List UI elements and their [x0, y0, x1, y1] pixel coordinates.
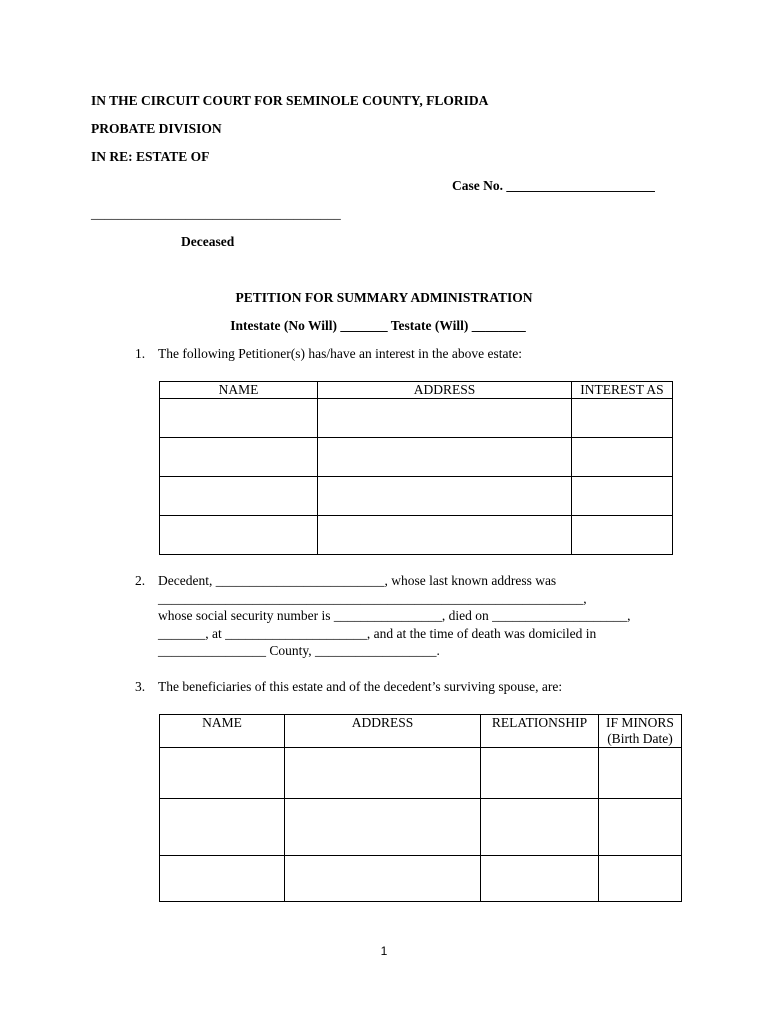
column-header-relationship: RELATIONSHIP	[481, 715, 599, 748]
decedent-line-5[interactable]: ________________ County, __________________.	[158, 643, 440, 658]
table-cell[interactable]	[285, 748, 481, 799]
column-header-interest: INTEREST AS	[572, 382, 673, 399]
decedent-line-2[interactable]: _______________________________________________________________,	[158, 591, 587, 606]
will-status-line[interactable]: Intestate (No Will) _______ Testate (Will) ________	[230, 318, 526, 333]
table-cell[interactable]	[481, 856, 599, 902]
estate-name-line[interactable]: _____________________________________	[91, 206, 341, 221]
decedent-line-3[interactable]: whose social security number is ________________, died on ____________________,	[158, 608, 631, 623]
table-cell[interactable]	[318, 399, 572, 438]
table-cell[interactable]	[318, 438, 572, 477]
table-cell[interactable]	[599, 856, 682, 902]
table-row[interactable]	[160, 856, 682, 902]
in-re-heading: IN RE: ESTATE OF	[91, 149, 210, 164]
table-row[interactable]	[160, 477, 673, 516]
table-cell[interactable]	[160, 856, 285, 902]
column-header-name: NAME	[160, 382, 318, 399]
decedent-line-4[interactable]: _______, at _____________________, and at the time of death was domiciled in	[158, 626, 597, 641]
table-cell[interactable]	[318, 516, 572, 555]
section-3-text: The beneficiaries of this estate and of the decedent’s surviving spouse, are:	[158, 679, 563, 694]
column-header-address: ADDRESS	[285, 715, 481, 748]
table-cell[interactable]	[572, 516, 673, 555]
case-number-field[interactable]: Case No. ______________________	[452, 178, 655, 193]
column-header-address: ADDRESS	[318, 382, 572, 399]
table-cell[interactable]	[285, 856, 481, 902]
page-number: 1	[380, 944, 388, 958]
minors-label: IF MINORS	[606, 715, 674, 730]
table-header-row	[160, 715, 682, 748]
section-1-text: The following Petitioner(s) has/have an interest in the above estate:	[158, 346, 523, 361]
column-header-name: NAME	[160, 715, 285, 748]
column-header-minors	[599, 715, 682, 748]
division-heading: PROBATE DIVISION	[91, 121, 222, 136]
section-3-number: 3.	[135, 679, 146, 694]
table-cell[interactable]	[599, 799, 682, 856]
section-1-number: 1.	[135, 346, 146, 361]
section-2-number: 2.	[135, 573, 146, 588]
table-row[interactable]	[160, 516, 673, 555]
beneficiaries-table	[159, 714, 682, 902]
court-heading: IN THE CIRCUIT COURT FOR SEMINOLE COUNTY, FLORIDA	[91, 93, 489, 108]
table-row[interactable]	[160, 399, 673, 438]
table-cell[interactable]	[481, 748, 599, 799]
table-cell[interactable]	[572, 399, 673, 438]
table-cell[interactable]	[285, 799, 481, 856]
table-cell[interactable]	[160, 516, 318, 555]
petitioners-table	[159, 381, 673, 555]
table-header-row	[160, 382, 673, 399]
table-cell[interactable]	[160, 748, 285, 799]
table-cell[interactable]	[481, 799, 599, 856]
birth-date-label: (Birth Date)	[607, 731, 673, 746]
table-cell[interactable]	[160, 799, 285, 856]
table-cell[interactable]	[572, 477, 673, 516]
table-row[interactable]	[160, 799, 682, 856]
table-cell[interactable]	[160, 477, 318, 516]
table-row[interactable]	[160, 748, 682, 799]
document-title: PETITION FOR SUMMARY ADMINISTRATION	[235, 290, 533, 305]
table-cell[interactable]	[599, 748, 682, 799]
table-cell[interactable]	[572, 438, 673, 477]
table-cell[interactable]	[318, 477, 572, 516]
table-cell[interactable]	[160, 438, 318, 477]
decedent-line-1[interactable]: Decedent, _________________________, whose last known address was	[158, 573, 557, 588]
deceased-label: Deceased	[181, 234, 235, 249]
table-row[interactable]	[160, 438, 673, 477]
table-cell[interactable]	[160, 399, 318, 438]
